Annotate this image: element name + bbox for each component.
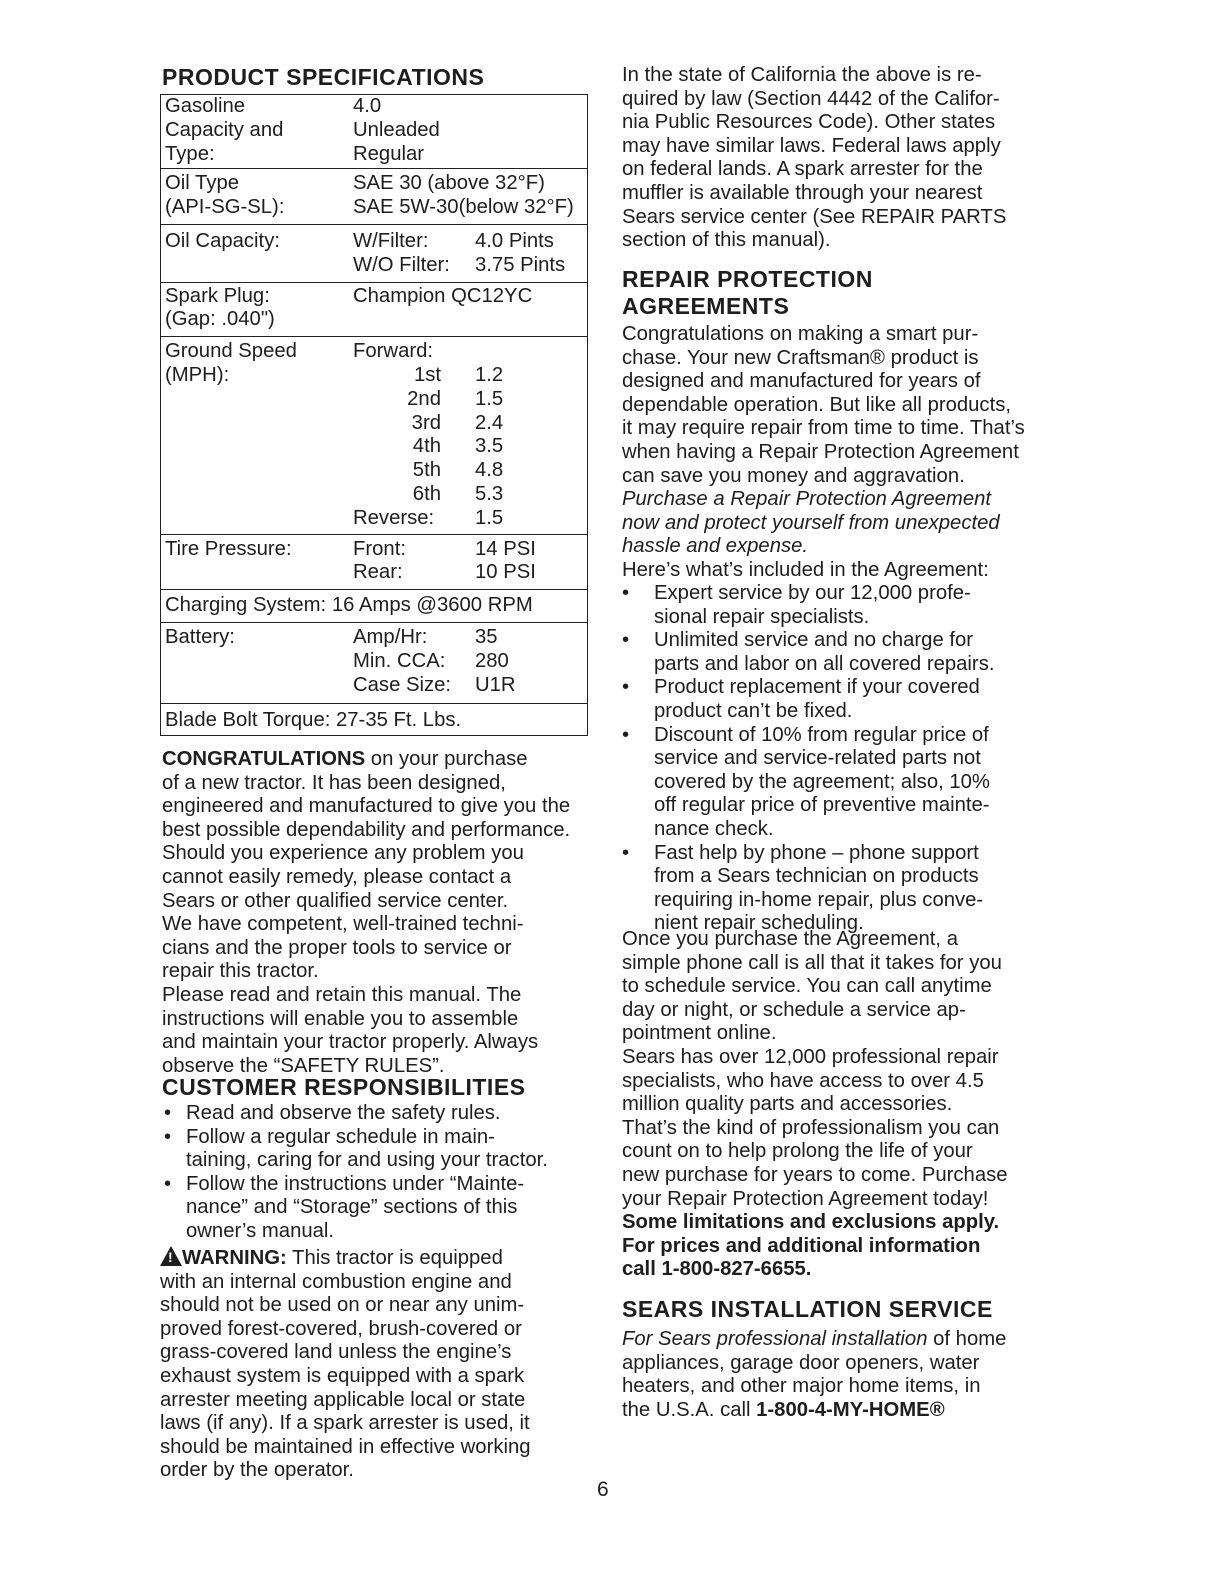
warning-paragraph xyxy=(160,1246,531,1483)
text-line: section of this manual). xyxy=(622,229,831,252)
text-line: with an internal combustion engine and xyxy=(160,1270,512,1293)
spec-label: (MPH): xyxy=(165,363,230,386)
italic-line: now and protect yourself from unexpected xyxy=(622,511,1000,534)
text-line: repair this tractor. xyxy=(162,960,319,983)
text-line: • Discount of 10% from regular price of xyxy=(654,723,989,746)
spec-sub-value: 4.0 Pints xyxy=(475,229,554,252)
text-line: the U.S.A. call xyxy=(622,1398,757,1421)
spec-label: Tire Pressure: xyxy=(165,537,292,560)
text-line: grass-covered land unless the engine’s xyxy=(160,1341,512,1364)
spec-label: Spark Plug: xyxy=(165,284,270,307)
list-item xyxy=(162,1126,548,1173)
text-line: should be maintained in effective working xyxy=(160,1435,531,1458)
text-line: Sears or other qualified service center. xyxy=(162,889,509,912)
text-line: laws (if any). If a spark arrester is used, it xyxy=(160,1412,530,1435)
repair-intro-paragraph xyxy=(622,323,1025,583)
gear-label: 5th xyxy=(412,459,441,482)
text-line: of home xyxy=(927,1328,1007,1350)
spec-sub-key: Front: xyxy=(353,537,406,560)
text-line: can save you money and aggravation. xyxy=(622,464,965,487)
spec-sub-value: 35 xyxy=(475,625,498,648)
text-line: nance check. xyxy=(654,817,774,840)
product-specifications-title: PRODUCT SPECIFICATIONS xyxy=(162,64,485,90)
gear-label: Reverse: xyxy=(353,506,435,529)
gear-speed: 4.8 xyxy=(475,459,504,482)
text-line: nia Public Resources Code). Other states xyxy=(622,111,996,134)
spec-value: Forward: xyxy=(353,340,434,363)
spec-value: 4.0 xyxy=(353,95,382,117)
text-line: appliances, garage door openers, water xyxy=(622,1351,980,1374)
text-line: proved forest-covered, brush-covered or xyxy=(160,1317,522,1340)
text-line: cians and the proper tools to service or xyxy=(162,936,512,959)
spec-sub-key: W/O Filter: xyxy=(353,253,450,276)
spec-value: Blade Bolt Torque: 27-35 Ft. Lbs. xyxy=(165,709,462,732)
text-line: Here’s what’s included in the Agreement: xyxy=(622,558,989,581)
text-line: may have similar laws. Federal laws apply xyxy=(622,134,1001,157)
italic-line: Purchase a Repair Protection Agreement xyxy=(622,488,992,511)
text-line: service and service-related parts not xyxy=(654,747,981,770)
spec-row-charging xyxy=(161,590,588,623)
warning-triangle-icon: ! xyxy=(160,1246,182,1266)
customer-responsibilities-title: CUSTOMER RESPONSIBILITIES xyxy=(162,1074,526,1100)
spec-sub-key: Case Size: xyxy=(353,673,452,696)
spec-label: Type: xyxy=(165,142,215,165)
text-line: day or night, or schedule a service ap- xyxy=(622,998,966,1021)
text-line: • Fast help by phone – phone support xyxy=(654,841,979,864)
gear-label: 6th xyxy=(412,482,441,505)
text-line: • Product replacement if your covered xyxy=(654,676,980,699)
spec-sub-value: U1R xyxy=(475,673,516,696)
text-line: • Follow a regular schedule in main- xyxy=(186,1125,495,1148)
spec-value: SAE 5W-30(below 32°F) xyxy=(353,196,574,219)
spec-label: Gasoline xyxy=(165,95,246,117)
text-line: order by the operator. xyxy=(160,1459,354,1482)
spec-sub-key: Amp/Hr: xyxy=(353,625,428,648)
text-line: • Read and observe the safety rules. xyxy=(186,1102,501,1124)
text-line: of a new tractor. It has been designed, xyxy=(162,771,506,794)
text-line: parts and labor on all covered repairs. xyxy=(654,652,995,675)
text-line: off regular price of preventive mainte- xyxy=(654,794,990,817)
text-line: when having a Repair Protection Agreement xyxy=(622,440,1019,463)
text-line: and maintain your tractor properly. Always xyxy=(162,1031,539,1054)
gear-speed: 1.2 xyxy=(475,363,504,386)
page-number: 6 xyxy=(597,1478,609,1501)
spec-sub-value: 3.75 Pints xyxy=(475,253,566,276)
spec-label: Ground Speed xyxy=(165,340,297,363)
text-line: • Expert service by our 12,000 profe- xyxy=(654,582,971,604)
bold-line: call 1-800-827-6655. xyxy=(622,1258,812,1281)
text-line: your Repair Protection Agreement today! xyxy=(622,1187,989,1210)
spec-value: Champion QC12YC xyxy=(353,284,533,307)
spec-sub-key: Min. CCA: xyxy=(353,649,446,672)
text-line: Congratulations on making a smart pur- xyxy=(622,323,979,345)
spec-row-ground-speed xyxy=(161,337,588,534)
text-line: chase. Your new Craftsman® product is xyxy=(622,346,979,369)
phone-number: 1-800-4-MY-HOME® xyxy=(756,1398,945,1421)
list-item xyxy=(620,582,994,629)
heading-line: AGREEMENTS xyxy=(622,293,790,319)
spec-value: SAE 30 (above 32°F) xyxy=(353,172,545,195)
spec-row-spark-plug xyxy=(161,282,588,337)
agreement-benefits-list xyxy=(620,582,994,936)
text-line: taining, caring for and using your tractor. xyxy=(186,1149,548,1172)
text-line: sional repair specialists. xyxy=(654,605,870,628)
text-line: In the state of California the above is re- xyxy=(622,64,982,86)
installation-service-title: SEARS INSTALLATION SERVICE xyxy=(622,1296,993,1322)
gear-label: 1st xyxy=(413,363,441,386)
bold-line: Some limitations and exclusions apply. xyxy=(622,1211,1000,1234)
text-line: count on to help prolong the life of your xyxy=(622,1140,973,1163)
text-line: instructions will enable you to assemble xyxy=(162,1007,519,1030)
text-line: cannot easily remedy, please contact a xyxy=(162,865,512,888)
list-item xyxy=(620,629,994,676)
text-line: specialists, who have access to over 4.5 xyxy=(622,1069,984,1092)
spec-label: Oil Type xyxy=(165,172,240,195)
gear-label: 3rd xyxy=(411,411,441,434)
spec-value: Regular xyxy=(353,142,425,165)
congratulations-paragraph xyxy=(162,748,570,1078)
congratulations-lead: CONGRATULATIONS xyxy=(162,748,366,770)
text-line: engineered and manufactured to give you the xyxy=(162,795,571,818)
text-line: heaters, and other major home items, in xyxy=(622,1375,981,1398)
list-item xyxy=(620,724,994,842)
text-line: Once you purchase the Agreement, a xyxy=(622,928,958,950)
text-line: product can’t be fixed. xyxy=(654,699,853,722)
california-paragraph xyxy=(622,64,1006,253)
text-line: pointment online. xyxy=(622,1022,777,1045)
spec-value: Charging System: 16 Amps @3600 RPM xyxy=(165,594,533,617)
text-line: simple phone call is all that it takes for you xyxy=(622,951,1002,974)
text-line: covered by the agreement; also, 10% xyxy=(654,770,990,793)
list-item xyxy=(620,842,994,936)
installation-paragraph xyxy=(622,1328,1006,1422)
spec-row-battery xyxy=(161,622,588,703)
gear-speed: 3.5 xyxy=(475,435,504,458)
spec-sub-key: W/Filter: xyxy=(353,229,429,252)
text-line: nance” and “Storage” sections of this xyxy=(186,1196,518,1219)
text-line: from a Sears technician on products xyxy=(654,865,979,888)
text-line: to schedule service. You can call anytime xyxy=(622,975,992,998)
spec-row-gasoline xyxy=(161,95,588,169)
text-line: observe the “SAFETY RULES”. xyxy=(162,1054,445,1077)
spec-table xyxy=(160,94,588,736)
gear-label: 4th xyxy=(412,435,441,458)
spec-label: Battery: xyxy=(165,625,235,648)
text-line: Should you experience any problem you xyxy=(162,842,524,865)
list-item xyxy=(620,676,994,723)
repair-protection-title xyxy=(622,266,873,320)
spec-row-oil-capacity xyxy=(161,224,588,282)
spec-label: Capacity and xyxy=(165,118,284,141)
gear-label: 2nd xyxy=(407,387,441,410)
spec-sub-value: 10 PSI xyxy=(475,561,536,584)
spec-sub-value: 14 PSI xyxy=(475,537,536,560)
spec-row-blade xyxy=(161,704,588,736)
spec-sub-value: 280 xyxy=(475,649,509,672)
spec-row-tire-pressure xyxy=(161,534,588,590)
text-line: requiring in-home repair, plus conve- xyxy=(654,888,984,911)
spec-row-oil-type xyxy=(161,169,588,225)
spec-label: (Gap: .040") xyxy=(165,308,275,331)
spec-value: Unleaded xyxy=(353,118,440,141)
heading-line: REPAIR PROTECTION xyxy=(622,266,873,292)
text-line: arrester meeting applicable local or state xyxy=(160,1388,526,1411)
text-line: dependable operation. But like all products, xyxy=(622,393,1011,416)
text-line: muffler is available through your nearest xyxy=(622,181,983,204)
gear-speed: 1.5 xyxy=(475,387,504,410)
text-line: This tractor is equipped xyxy=(286,1247,503,1269)
italic-phrase: For Sears professional installation xyxy=(622,1328,928,1350)
text-line: We have competent, well-trained techni- xyxy=(162,913,524,936)
text-line: should not be used on or near any unim- xyxy=(160,1294,525,1317)
text-line: it may require repair from time to time. That’s xyxy=(622,417,1025,440)
text-line: • Follow the instructions under “Mainte- xyxy=(186,1172,525,1195)
text-line: Sears service center (See REPAIR PARTS xyxy=(622,205,1007,228)
text-line: • Unlimited service and no charge for xyxy=(654,629,974,652)
text-line: best possible dependability and performance. xyxy=(162,818,571,841)
text-line: designed and manufactured for years of xyxy=(622,370,981,393)
warning-label: WARNING: xyxy=(182,1247,287,1269)
spec-sub-key: Rear: xyxy=(353,561,403,584)
text-line: Please read and retain this manual. The xyxy=(162,983,522,1006)
text-line: That’s the kind of professionalism you can xyxy=(622,1116,1000,1139)
spec-label: (API-SG-SL): xyxy=(165,196,285,219)
gear-speed: 2.4 xyxy=(475,411,504,434)
text-line: on your purchase xyxy=(365,748,528,770)
gear-speed: 1.5 xyxy=(475,506,504,529)
text-line: on federal lands. A spark arrester for the xyxy=(622,158,983,181)
italic-line: hassle and expense. xyxy=(622,535,809,558)
text-line: quired by law (Section 4442 of the Califor- xyxy=(622,87,1000,110)
text-line: million quality parts and accessories. xyxy=(622,1093,953,1116)
repair-details-paragraph xyxy=(622,928,1008,1282)
text-line: exhaust system is equipped with a spark xyxy=(160,1364,525,1387)
text-line: nient repair scheduling. xyxy=(654,912,864,935)
text-line: owner’s manual. xyxy=(186,1219,335,1242)
customer-responsibilities-list xyxy=(162,1102,548,1244)
text-line: Sears has over 12,000 professional repair xyxy=(622,1045,999,1068)
list-item xyxy=(162,1173,548,1244)
bold-line: For prices and additional information xyxy=(622,1234,981,1257)
spec-label: Oil Capacity: xyxy=(165,229,280,252)
text-line: new purchase for years to come. Purchase xyxy=(622,1163,1008,1186)
gear-speed: 5.3 xyxy=(475,482,504,505)
list-item xyxy=(162,1102,548,1126)
